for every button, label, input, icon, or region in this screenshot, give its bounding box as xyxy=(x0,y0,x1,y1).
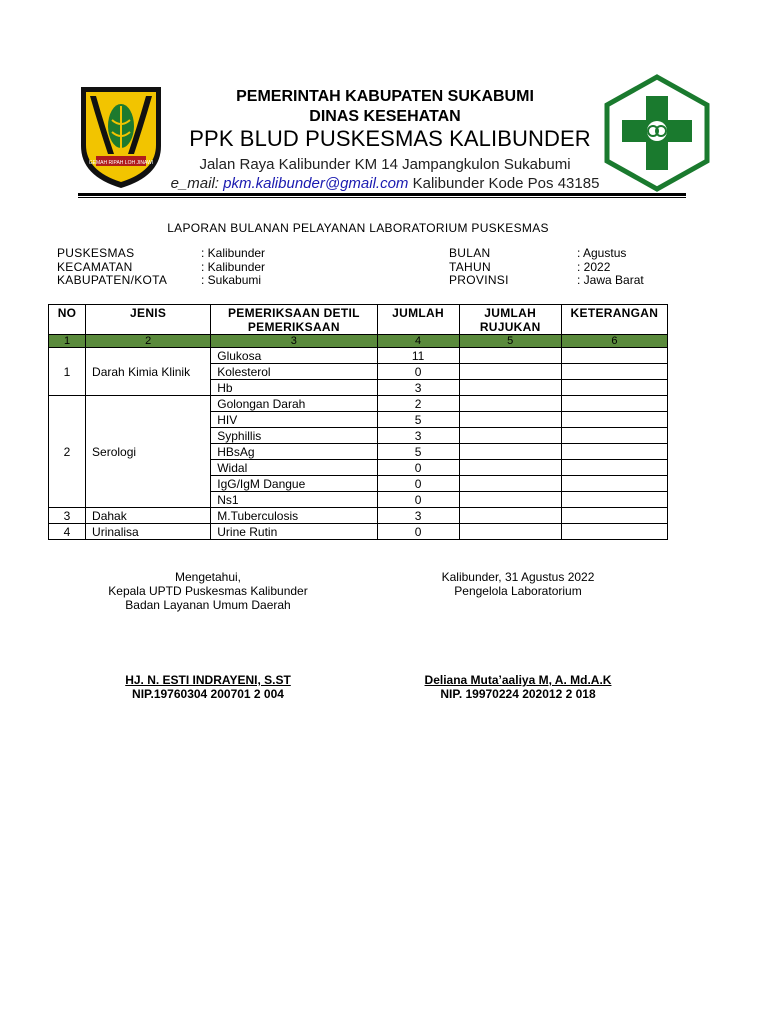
left-position-line1: Kepala UPTD Puskesmas Kalibunder xyxy=(108,584,308,598)
table-row xyxy=(49,524,668,540)
note-cell xyxy=(561,364,667,380)
left-position-line2: Badan Layanan Umum Daerah xyxy=(125,598,291,612)
department-title: DINAS KESEHATAN xyxy=(309,108,461,125)
exam-count: 11 xyxy=(377,348,459,364)
kecamatan-label: KECAMATAN xyxy=(57,260,133,274)
exam-name: Kolesterol xyxy=(211,364,377,380)
right-signer-name: Deliana Muta’aaliya M, A. Md.A.K xyxy=(424,673,612,687)
table-row xyxy=(49,348,668,364)
note-cell xyxy=(561,492,667,508)
referral-cell xyxy=(459,412,561,428)
right-position: Pengelola Laboratorium xyxy=(454,584,582,598)
exam-name: IgG/IgM Dangue xyxy=(211,476,377,492)
left-signer-name: HJ. N. ESTI INDRAYENI, S.ST xyxy=(125,673,291,687)
column-number-row xyxy=(49,335,668,348)
header-no: NO xyxy=(49,305,86,335)
right-signer-nip: NIP. 19970224 202012 2 018 xyxy=(440,687,596,701)
note-cell xyxy=(561,460,667,476)
tahun-value: : 2022 xyxy=(577,260,611,274)
exam-name: HIV xyxy=(211,412,377,428)
referral-cell xyxy=(459,444,561,460)
table-header-row xyxy=(49,305,668,335)
column-number: 1 xyxy=(49,335,86,348)
group-no: 1 xyxy=(49,348,86,396)
note-cell xyxy=(561,428,667,444)
kabupaten-value: : Sukabumi xyxy=(201,273,262,287)
exam-count: 3 xyxy=(377,380,459,396)
referral-cell xyxy=(459,524,561,540)
tahun-label: TAHUN xyxy=(449,260,491,274)
table-row xyxy=(49,508,668,524)
exam-name: HBsAg xyxy=(211,444,377,460)
note-cell xyxy=(561,348,667,364)
exam-name: Ns1 xyxy=(211,492,377,508)
provinsi-label: PROVINSI xyxy=(449,273,509,287)
left-signature-block xyxy=(48,570,368,612)
note-cell xyxy=(561,508,667,524)
note-cell xyxy=(561,396,667,412)
column-number: 4 xyxy=(377,335,459,348)
exam-count: 3 xyxy=(377,428,459,444)
group-no: 4 xyxy=(49,524,86,540)
exam-count: 0 xyxy=(377,524,459,540)
referral-cell xyxy=(459,364,561,380)
right-signature-block xyxy=(358,570,678,598)
header-keterangan: KETERANGAN xyxy=(561,305,667,335)
left-signer xyxy=(48,673,368,701)
institution-title: PPK BLUD PUSKESMAS KALIBUNDER xyxy=(189,126,591,151)
kabupaten-label: KABUPATEN/KOTA xyxy=(57,273,168,287)
bulan-label: BULAN xyxy=(449,246,491,260)
group-jenis: Dahak xyxy=(86,508,211,524)
exam-count: 5 xyxy=(377,444,459,460)
header-rule-thick xyxy=(78,193,686,196)
exam-name: Widal xyxy=(211,460,377,476)
referral-cell xyxy=(459,396,561,412)
referral-cell xyxy=(459,348,561,364)
email-link[interactable]: pkm.kalibunder@gmail.com xyxy=(223,175,409,192)
referral-cell xyxy=(459,380,561,396)
kecamatan-value: : Kalibunder xyxy=(201,260,266,274)
note-cell xyxy=(561,380,667,396)
group-jenis: Serologi xyxy=(86,396,211,508)
exam-count: 0 xyxy=(377,364,459,380)
group-no: 2 xyxy=(49,396,86,508)
note-cell xyxy=(561,476,667,492)
exam-count: 0 xyxy=(377,460,459,476)
lab-report-table xyxy=(48,304,668,540)
seal-motto: GEMAH RIPAH LOH JINAWI xyxy=(88,160,154,166)
group-jenis: Urinalisa xyxy=(86,524,211,540)
exam-count: 0 xyxy=(377,492,459,508)
exam-name: M.Tuberculosis xyxy=(211,508,377,524)
note-cell xyxy=(561,524,667,540)
group-jenis: Darah Kimia Klinik xyxy=(86,348,211,396)
header-rule-thin xyxy=(78,197,686,198)
exam-name: Golongan Darah xyxy=(211,396,377,412)
note-cell xyxy=(561,412,667,428)
acknowledged-label: Mengetahui, xyxy=(174,570,242,584)
contact-line xyxy=(150,175,620,192)
referral-cell xyxy=(459,428,561,444)
exam-name: Hb xyxy=(211,380,377,396)
exam-name: Glukosa xyxy=(211,348,377,364)
email-label: e_mail: xyxy=(170,175,219,192)
exam-name: Syphillis xyxy=(211,428,377,444)
provinsi-value: : Jawa Barat xyxy=(577,273,644,287)
exam-count: 0 xyxy=(377,476,459,492)
column-number: 2 xyxy=(86,335,211,348)
postal-code: Kalibunder Kode Pos 43185 xyxy=(412,175,600,192)
puskesmas-value: : Kalibunder xyxy=(201,246,266,260)
header-jenis: JENIS xyxy=(86,305,211,335)
bulan-value: : Agustus xyxy=(577,246,627,260)
address-line: Jalan Raya Kalibunder KM 14 Jampangkulon Sukabumi xyxy=(199,156,571,173)
table-row xyxy=(49,396,668,412)
place-date: Kalibunder, 31 Agustus 2022 xyxy=(441,570,595,584)
exam-count: 5 xyxy=(377,412,459,428)
header-jumlah: JUMLAH xyxy=(377,305,459,335)
referral-cell xyxy=(459,460,561,476)
referral-cell xyxy=(459,492,561,508)
right-signer xyxy=(358,673,678,701)
referral-cell xyxy=(459,476,561,492)
group-no: 3 xyxy=(49,508,86,524)
header-rujukan: JUMLAH RUJUKAN xyxy=(459,305,561,335)
referral-cell xyxy=(459,508,561,524)
header-pemeriksaan: PEMERIKSAAN DETIL PEMERIKSAAN xyxy=(211,305,377,335)
puskesmas-label: PUSKESMAS xyxy=(57,246,135,260)
government-title: PEMERINTAH KABUPATEN SUKABUMI xyxy=(236,88,534,105)
exam-count: 2 xyxy=(377,396,459,412)
exam-name: Urine Rutin xyxy=(211,524,377,540)
note-cell xyxy=(561,444,667,460)
exam-count: 3 xyxy=(377,508,459,524)
report-title: LAPORAN BULANAN PELAYANAN LABORATORIUM PUSKESMAS xyxy=(167,221,549,235)
column-number: 3 xyxy=(211,335,377,348)
column-number: 6 xyxy=(561,335,667,348)
column-number: 5 xyxy=(459,335,561,348)
left-signer-nip: NIP.19760304 200701 2 004 xyxy=(132,687,284,701)
